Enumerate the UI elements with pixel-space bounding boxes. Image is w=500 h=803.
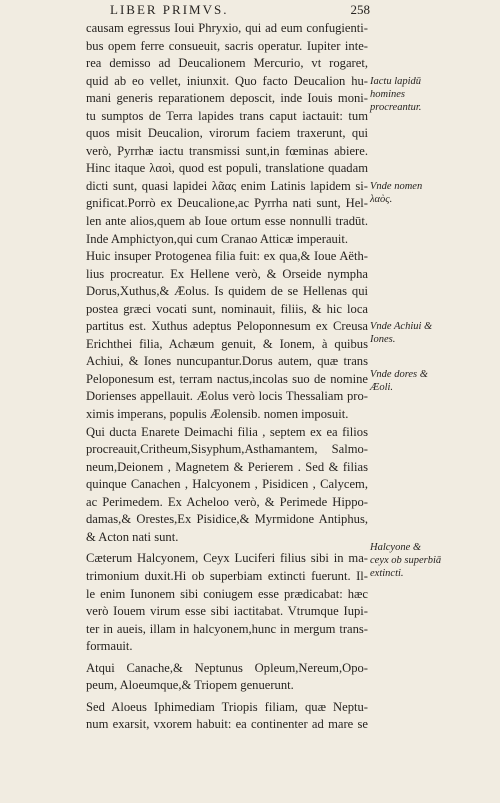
text-line: peum, Aloeumque,& Triopem genuerunt.	[86, 678, 294, 693]
text-line: damas,& Orestes,Ex Pisidice,& Myrmidone Antiphus,	[86, 512, 368, 527]
margin-note: Vnde nomen λαὸς.	[370, 181, 423, 205]
text-line: ter in aueis, illam in halcyonem,hunc in mergum trans-	[86, 621, 368, 636]
text-line: mani generis reparationem deposcit, inde Iouis moni-	[86, 91, 368, 106]
text-line: le enim Iunonem sibi coniugem esse prædicabat: hæc	[86, 586, 368, 601]
margin-note: Vnde Achiui & Iones.	[370, 321, 433, 345]
text-line: neum,Deionem , Magnetem & Perierem . Sed & filias	[86, 459, 368, 474]
text-line: gnificat.Porrò ex Deucalione,ac Pyrrha nati sunt, Hel-	[86, 196, 368, 211]
text-line: dicti sunt, quasi lapidei λᾶας enim Latinis lapidem si-	[86, 178, 368, 193]
text-line: Hinc itaque λαοὶ, quod est populi, translatione quadam	[86, 161, 368, 176]
margin-note: Halcyone & ceyx ob superbiā extincti.	[370, 542, 442, 579]
text-line: Dorus,Xuthus,& Æolus. Is quidem de se Hellenas qui	[86, 284, 368, 299]
text-line: formauit.	[86, 639, 133, 654]
text-line: Qui ducta Enarete Deimachi filia , septem ex ea filios	[86, 424, 368, 439]
text-line: procreauit,Critheum,Sisyphum,Asthamantem, Salmo-	[86, 442, 368, 457]
text-line: Inde Amphictyon,qui cum Cranao Atticæ imperauit.	[86, 231, 348, 246]
text-line: quinque Canachen , Halcyonem , Pisidicen , Calycem,	[86, 477, 368, 492]
text-line: Achiui, & Iones nuncupantur.Dorus autem, quæ trans	[86, 354, 368, 369]
text-line: Dorienses appellauit. Æolus verò locis Thessaliam pro-	[86, 389, 368, 404]
text-line: tu sumptos de Terra lapides trans caput iactauit: tum	[86, 108, 368, 123]
text-line: Peloponesum est, terram nactus,incolas suo de nomine	[86, 371, 368, 386]
text-line: & Acton nati sunt.	[86, 529, 179, 544]
text-line: Huic insuper Protogenea filia fuit: ex qua,& Ioue Aëth-	[86, 249, 368, 264]
running-title: LIBER PRIMVS.	[110, 2, 229, 17]
text-line: quos misit Deucalion, virorum faciem traxerunt, qui	[86, 126, 368, 141]
text-line: Sed Aloeus Iphimediam Triopis filiam, quæ Neptu-	[86, 699, 368, 714]
text-line: bus opem ferre consueuit, sacris operatur. Iupiter inte-	[86, 38, 368, 53]
text-line: partitus est. Xuthus adeptus Peloponnesum ex Creusa	[86, 319, 368, 334]
text-line: verò Iouem virum esse sibi iactitabat. Vtrumque Iupi-	[86, 604, 368, 619]
text-line: trimonium duxit.Hi ob superbiam extincti fuerunt. Il-	[86, 568, 368, 583]
margin-note: Iactu lapidū homines procreantur.	[370, 76, 422, 113]
text-line: len ante alios,quem ab Ioue ortum esse nonnulli tradūt.	[86, 214, 368, 229]
margin-note: Vnde dores & Æoli.	[370, 369, 428, 393]
body-text	[86, 20, 368, 734]
page-number: 258	[350, 2, 370, 17]
text-line: quid ab eo vellet, iniunxit. Quo facto Deucalion hu-	[86, 73, 368, 88]
text-line: ac Perimedem. Ex Acheloo verò, & Perimede Hippo-	[86, 494, 368, 509]
text-line: Cæterum Halcyonem, Ceyx Luciferi filius sibi in ma-	[86, 551, 368, 566]
text-line: lius procreatur. Ex Hellene verò, & Orseide nympha	[86, 266, 368, 281]
text-line: ximis imperans, populis Æolensib. nomen imposuit.	[86, 407, 349, 422]
text-line: Erichthei filia, Achæum genuit, & Ionem, à quibus	[86, 336, 368, 351]
text-line: num exarsit, vxorem habuit: ea continenter ad mare se	[86, 717, 368, 732]
text-line: postea græci vocati sunt, nominauit, filiis, & hic loca	[86, 301, 368, 316]
text-line: Atqui Canache,& Neptunus Opleum,Nereum,Opo-	[86, 660, 368, 675]
text-line: causam egressus Ioui Phryxio, qui ad eum confugienti-	[86, 21, 368, 35]
text-line: verò, Pyrrhæ iactu transmissi sunt,in fœminas abiere.	[86, 143, 368, 158]
text-line: rea demisso ad Deucalionem Mercurio, vt rogaret,	[86, 56, 368, 71]
